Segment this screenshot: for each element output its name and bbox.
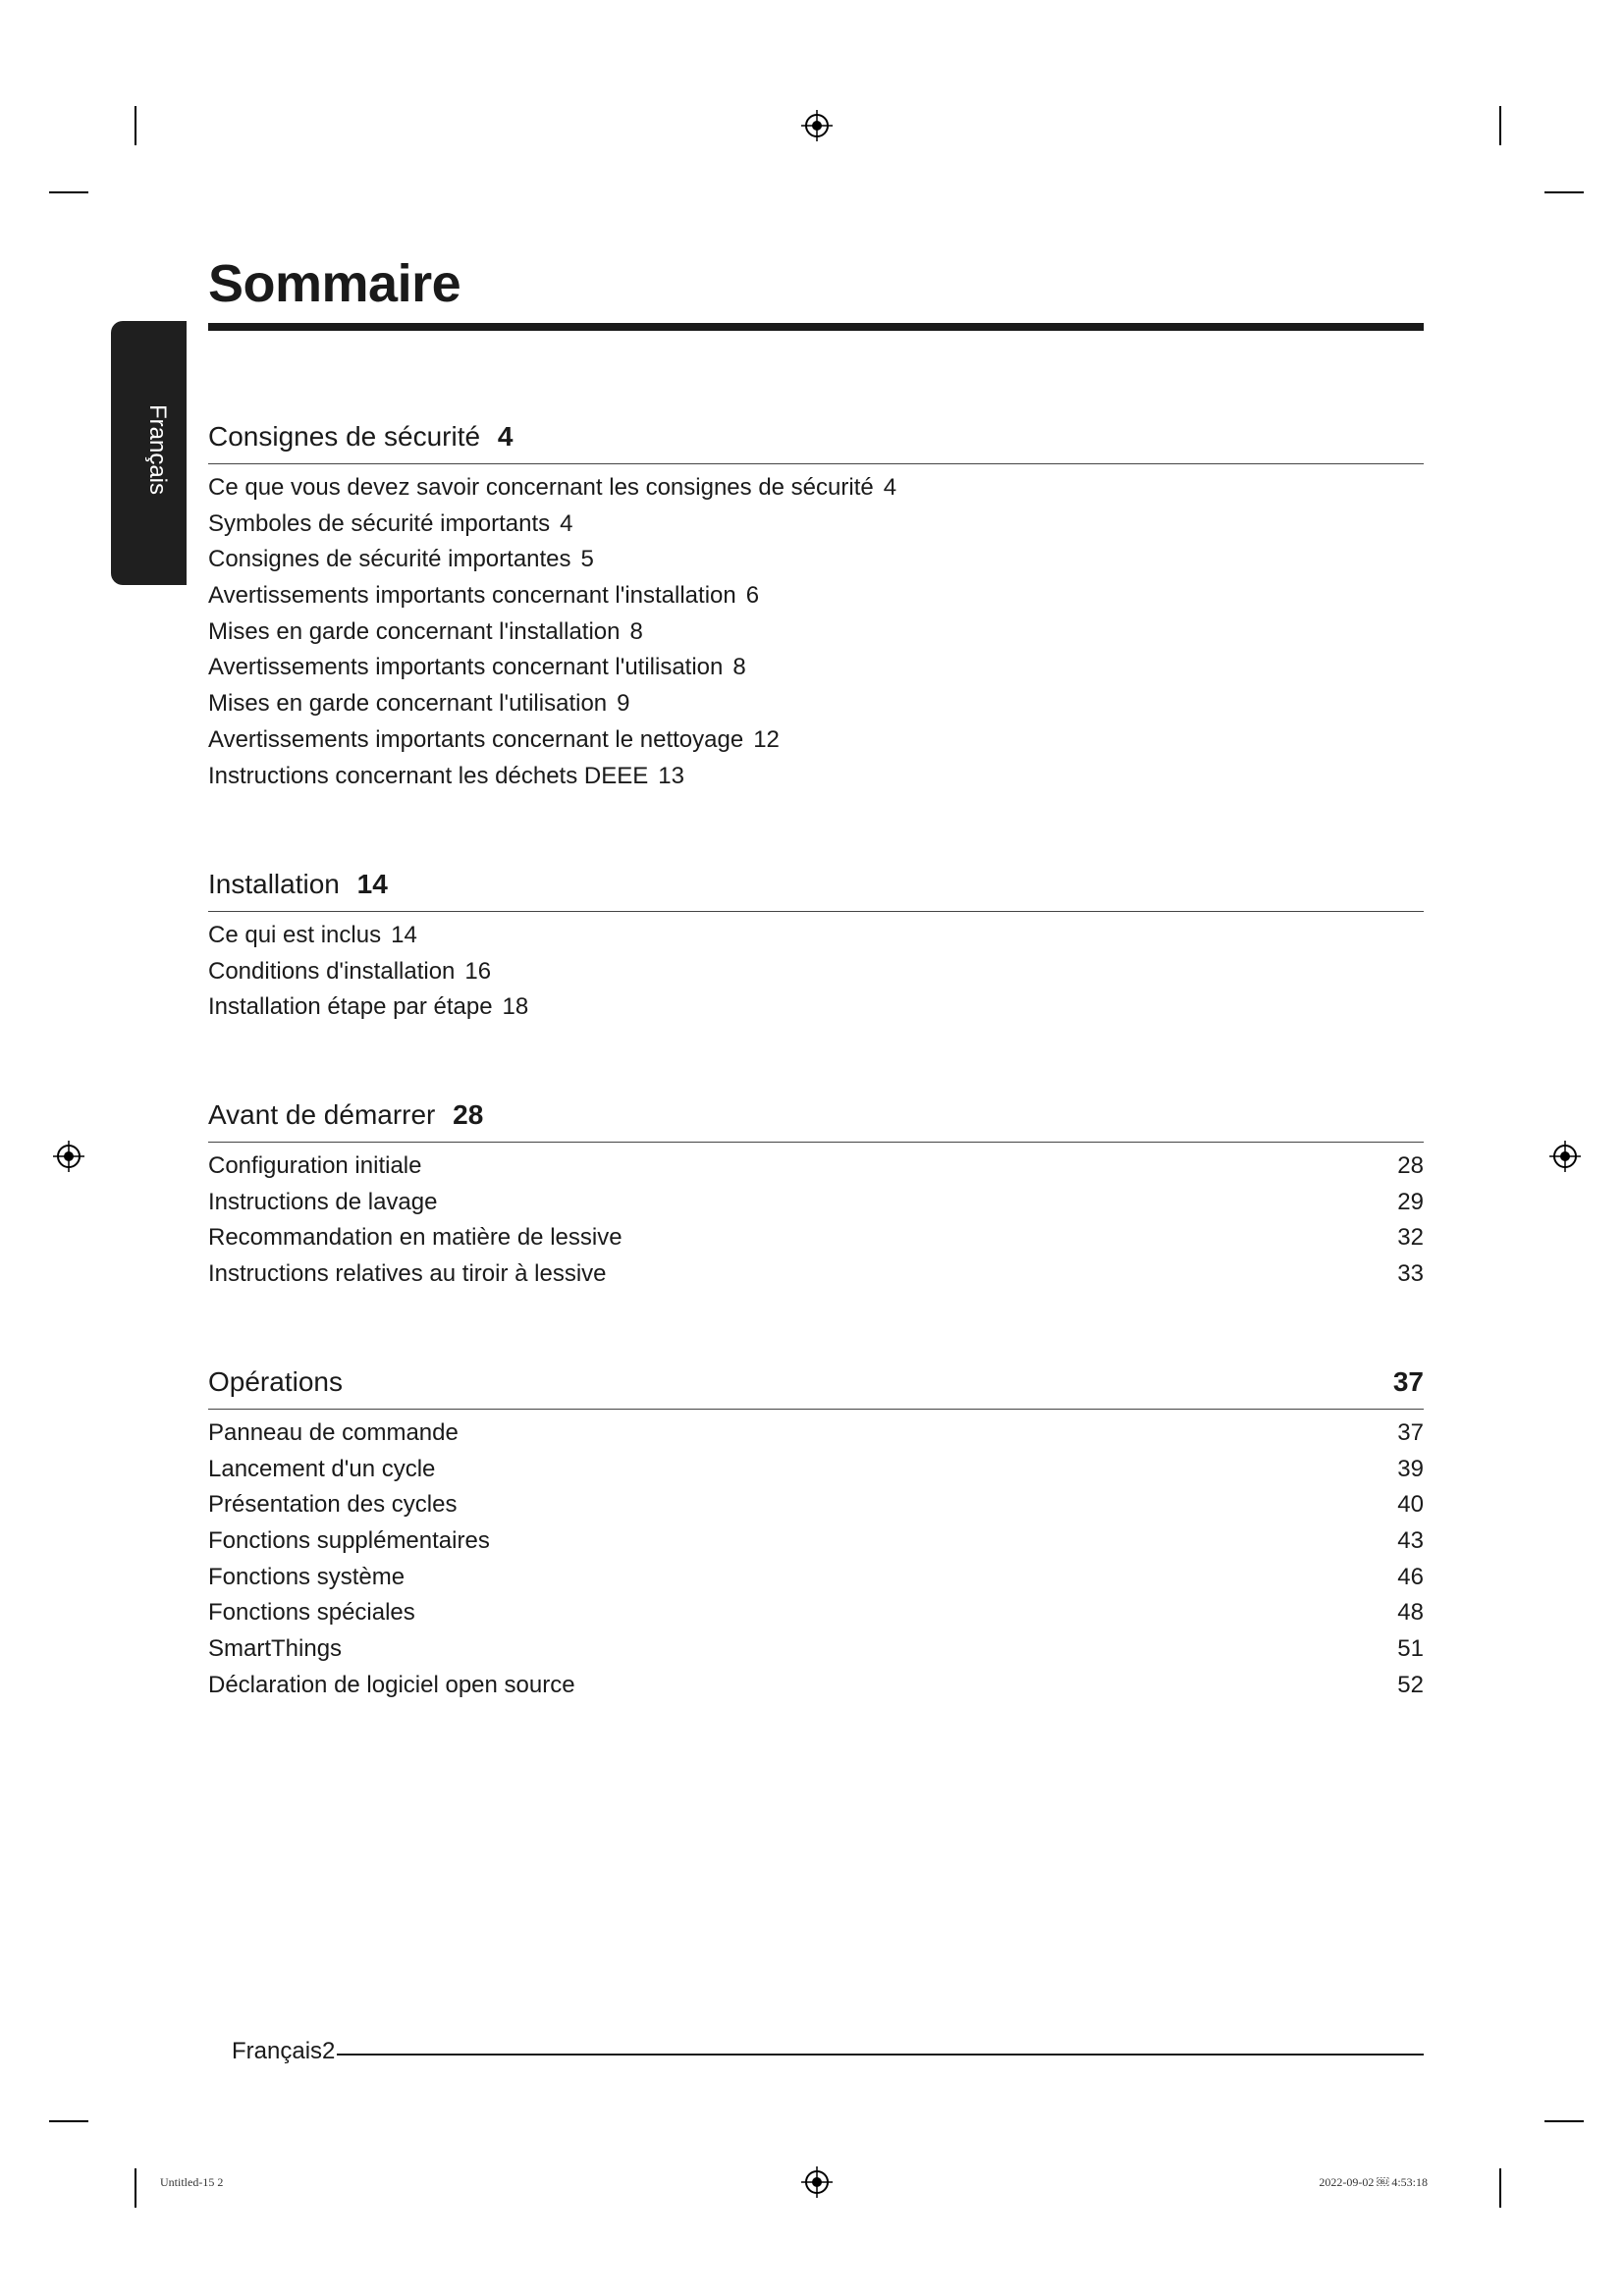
toc-section-heading[interactable] [208,870,1424,912]
toc-entry-label: Déclaration de logiciel open source [208,1671,575,1698]
toc-section-heading[interactable] [208,1100,1424,1143]
toc-entry-label: Fonctions spéciales [208,1599,415,1627]
toc-section [208,1100,1424,1293]
toc-entry-label: Instructions concernant les déchets DEEE [208,762,649,789]
toc-entry[interactable] [208,542,1424,578]
toc-entry[interactable] [208,1560,1424,1596]
toc-entry[interactable] [208,989,1424,1026]
toc-entry[interactable] [208,1668,1424,1704]
toc-entry[interactable] [208,1415,1424,1452]
toc-entry-page: 32 [1397,1224,1424,1252]
toc-section-heading[interactable] [208,422,1424,464]
print-slug-right: 2022-09-02 ￼ 4:53:18 [1319,2175,1428,2189]
toc-entry-label: Lancement d'un cycle [208,1455,436,1482]
toc-entry[interactable] [208,614,1424,651]
crop-mark [1544,191,1584,193]
toc-entry-label: Fonctions système [208,1563,406,1590]
toc-entry-page: 29 [1397,1188,1424,1215]
toc-entry[interactable] [208,1256,1424,1293]
crop-mark [1544,2120,1584,2122]
toc-entry-label: Configuration initiale [208,1152,422,1179]
toc-entry[interactable] [208,1220,1424,1256]
footer-rule [337,2054,1424,2056]
toc-section-title: Installation [208,869,340,899]
toc-section-heading[interactable] [208,1367,1424,1410]
toc-entry-page: 8 [629,617,643,645]
toc-entry-label: Instructions de lavage [208,1188,438,1215]
toc-entry-page: 14 [391,922,417,948]
language-side-tab-label: Français [144,403,171,496]
toc-entry-label: Ce qui est inclus [208,922,382,948]
toc-entry-page: 33 [1397,1260,1424,1288]
toc-entry-label: SmartThings [208,1635,343,1663]
toc-entry-label: Ce que vous devez savoir concernant les consignes de sécurité [208,474,874,501]
title-rule [208,323,1424,331]
toc-entry-label: Recommandation en matière de lessive [208,1224,623,1252]
toc-section-title: Opérations [208,1366,343,1397]
toc-entry-label: Avertissements importants concernant l'utilisation [208,654,724,681]
toc-entry[interactable] [208,1452,1424,1488]
toc-entry-page: 39 [1397,1455,1424,1482]
toc-entry[interactable] [208,1631,1424,1668]
toc-entry[interactable] [208,650,1424,686]
toc-entry-page: 13 [658,762,684,789]
toc-entry[interactable] [208,1148,1424,1185]
toc-entry-label: Mises en garde concernant l'utilisation [208,690,608,718]
toc-entry[interactable] [208,722,1424,759]
toc-entry[interactable] [208,918,1424,954]
toc-entry-label: Conditions d'installation [208,957,456,985]
registration-mark-icon [1549,1141,1581,1172]
toc-section [208,1367,1424,1704]
toc-entry-label: Présentation des cycles [208,1491,458,1519]
toc-entry[interactable] [208,507,1424,543]
toc-entry-page: 5 [580,546,594,573]
toc-entry[interactable] [208,686,1424,722]
toc-section [208,422,1424,794]
crop-mark [49,191,88,193]
toc-entry-page: 8 [732,654,746,681]
registration-mark-icon [53,1141,84,1172]
registration-mark-icon [801,2166,833,2198]
toc-entry-page: 18 [502,993,529,1021]
toc-entry-label: Avertissements importants concernant l'installation [208,582,736,610]
toc-entry-label: Installation étape par étape [208,993,493,1021]
crop-mark [1499,2168,1501,2208]
toc-entry[interactable] [208,1523,1424,1560]
toc-entry[interactable] [208,1595,1424,1631]
toc-section-page: 37 [1392,1366,1424,1397]
toc-entry-page: 12 [753,725,780,753]
toc-entry-page: 37 [1397,1419,1424,1446]
toc-entry-page: 43 [1397,1527,1424,1555]
toc-entry-label: Avertissements importants concernant le nettoyage [208,725,744,753]
toc-entry-page: 51 [1397,1635,1424,1663]
toc-section-page: 28 [453,1099,484,1130]
toc-section-page: 4 [497,421,514,452]
toc-section-title: Avant de démarrer [208,1099,436,1130]
toc-entry[interactable] [208,578,1424,614]
toc-entry-page: 16 [464,957,492,985]
toc-entry[interactable] [208,954,1424,990]
toc-entry-page: 4 [883,474,897,501]
toc-entry-label: Instructions relatives au tiroir à lessive [208,1260,607,1288]
toc-entry[interactable] [208,759,1424,795]
toc-entry-page: 9 [617,690,630,718]
toc-entry-page: 28 [1397,1152,1424,1179]
toc-entry-page: 40 [1397,1491,1424,1519]
crop-mark [135,106,136,145]
toc-entry[interactable] [208,1487,1424,1523]
toc-entry[interactable] [208,470,1424,507]
page-title: Sommaire [208,254,461,313]
toc-entry-label: Symboles de sécurité importants [208,509,551,537]
toc-entry-label: Mises en garde concernant l'installation [208,617,621,645]
toc-entry-page: 48 [1397,1599,1424,1627]
toc-section [208,870,1424,1026]
toc-entry-page: 4 [560,509,573,537]
toc-section-page: 14 [356,869,388,899]
toc-section-title: Consignes de sécurité [208,421,481,452]
toc-entry-page: 46 [1397,1563,1424,1590]
crop-mark [49,2120,88,2122]
toc-entry-page: 52 [1397,1671,1424,1698]
toc-entry-label: Panneau de commande [208,1419,459,1446]
toc-entry-label: Consignes de sécurité importantes [208,546,571,573]
page-footer-label: Français2 [232,2038,336,2064]
print-slug-left: Untitled-15 2 [160,2175,224,2189]
registration-mark-icon [801,110,833,141]
toc-entry-label: Fonctions supplémentaires [208,1527,490,1555]
crop-mark [135,2168,136,2208]
toc-entry[interactable] [208,1185,1424,1221]
toc-entry-page: 6 [745,582,760,610]
crop-mark [1499,106,1501,145]
